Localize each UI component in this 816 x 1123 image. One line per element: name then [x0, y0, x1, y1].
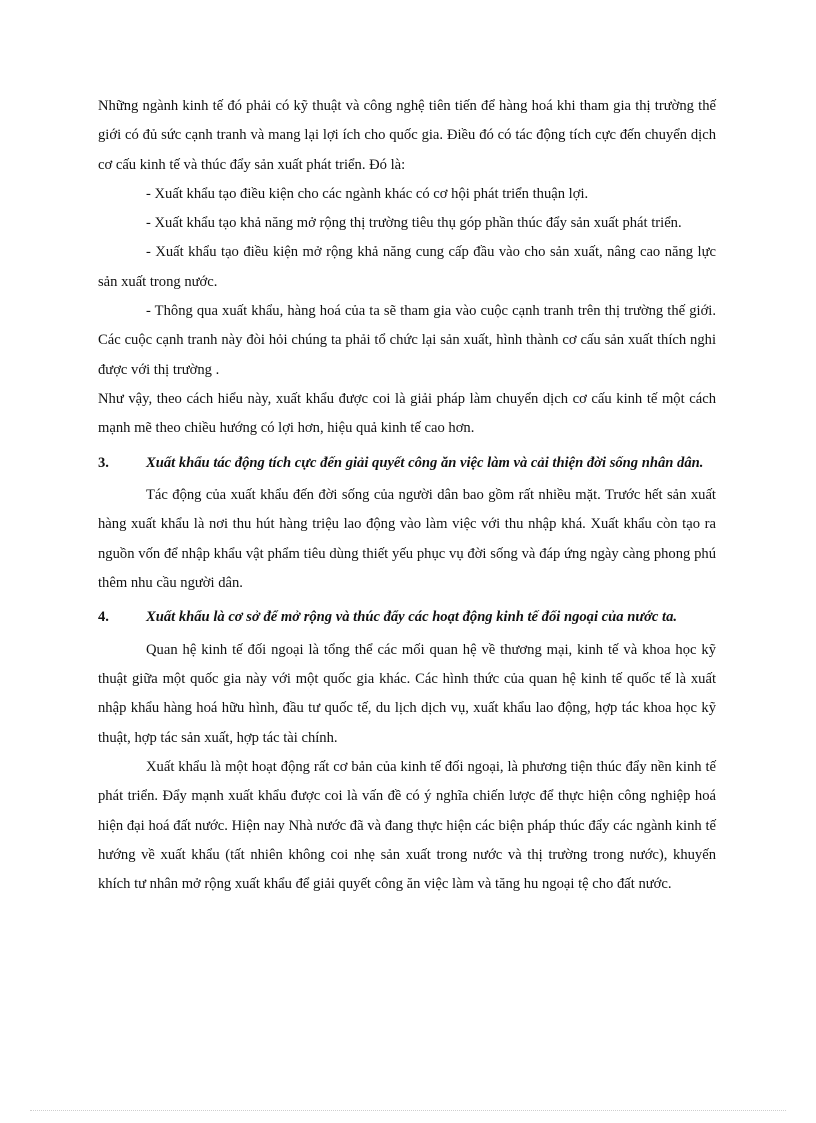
page-bottom-divider: [30, 1110, 786, 1111]
bullet-item: - Xuất khẩu tạo khả năng mở rộng thị trường tiêu thụ góp phần thúc đẩy sản xuất phát triển.: [146, 215, 682, 232]
bullet-item: - Thông qua xuất khẩu, hàng hoá của ta sẽ tham gia vào cuộc cạnh tranh trên thị trường thế giới. Các cuộc cạnh tranh này đòi hỏi chúng ta phải tổ chức lại sản xuất, hình thành cơ cấu sản xuất thích nghi được với thị trường .: [98, 303, 716, 378]
section-3-number: 3.: [98, 454, 109, 471]
section-3-body: Tác động của xuất khẩu đến đời sống của người dân bao gồm rất nhiều mặt. Trước hết sản xuất hàng xuất khẩu là nơi thu hút hàng triệu lao động vào làm việc với thu nhập khá. Xuất khẩu còn tạo ra nguồn vốn để nhập khẩu vật phẩm tiêu dùng thiết yếu phục vụ đời sống và đáp ứng ngày càng phong phú thêm nhu cầu người dân.: [98, 487, 716, 591]
section-4-body-1: Quan hệ kinh tế đối ngoại là tổng thể các mối quan hệ về thương mại, kinh tế và khoa học kỹ thuật giữa một quốc gia này với một quốc gia khác. Các hình thức của quan hệ kinh tế quốc tế là xuất nhập khẩu hàng hoá hữu hình, đầu tư quốc tế, du lịch dịch vụ, xuất khẩu lao động, hợp tác khoa học kỹ thuật, hợp tác sản xuất, hợp tác tài chính.: [98, 641, 716, 746]
document-page: [98, 92, 716, 899]
summary-paragraph: Như vậy, theo cách hiểu này, xuất khẩu được coi là giải pháp làm chuyển dịch cơ cấu kinh tế một cách mạnh mẽ theo chiều hướng có lợi hơn, hiệu quả kinh tế cao hơn.: [98, 390, 716, 437]
bullet-item: - Xuất khẩu tạo điều kiện mở rộng khả năng cung cấp đầu vào cho sản xuất, nâng cao năng lực sản xuất trong nước.: [98, 244, 716, 290]
section-4-title: Xuất khẩu là cơ sở để mở rộng và thúc đẩy các hoạt động kinh tế đối ngoại của nước ta.: [146, 609, 678, 626]
section-3-title: Xuất khẩu tác động tích cực đến giải quyết công ăn việc làm và cải thiện đời sống nhân dân.: [146, 454, 704, 471]
section-3-heading: [98, 449, 716, 478]
intro-paragraph: Những ngành kinh tế đó phải có kỹ thuật và công nghệ tiên tiến để hàng hoá khi tham gia thị trường thế giới có đủ sức cạnh tranh và mang lại lợi ích cho quốc gia. Điều đó có tác động tích cực đến chuyển dịch cơ cấu kinh tế và thúc đẩy sản xuất phát triển. Đó là:: [98, 98, 716, 173]
section-4-body-2: Xuất khẩu là một hoạt động rất cơ bản của kinh tế đối ngoại, là phương tiện thúc đẩy nền kinh tế phát triển. Đẩy mạnh xuất khẩu được coi là vấn đề có ý nghĩa chiến lược để thực hiện công nghiệp hoá hiện đại hoá đất nước. Hiện nay Nhà nước đã và đang thực hiện các biện pháp thúc đẩy các ngành kinh tế hướng về xuất khẩu (tất nhiên không coi nhẹ sản xuất trong nước và thị trường trong nước), khuyến khích tư nhân mở rộng xuất khẩu để giải quyết công ăn việc làm và tăng hu ngoại tệ cho đất nước.: [98, 758, 716, 893]
section-4-heading: [98, 603, 716, 632]
section-4-number: 4.: [98, 609, 109, 626]
bullet-item: - Xuất khẩu tạo điều kiện cho các ngành khác có cơ hội phát triển thuận lợi.: [146, 185, 589, 202]
